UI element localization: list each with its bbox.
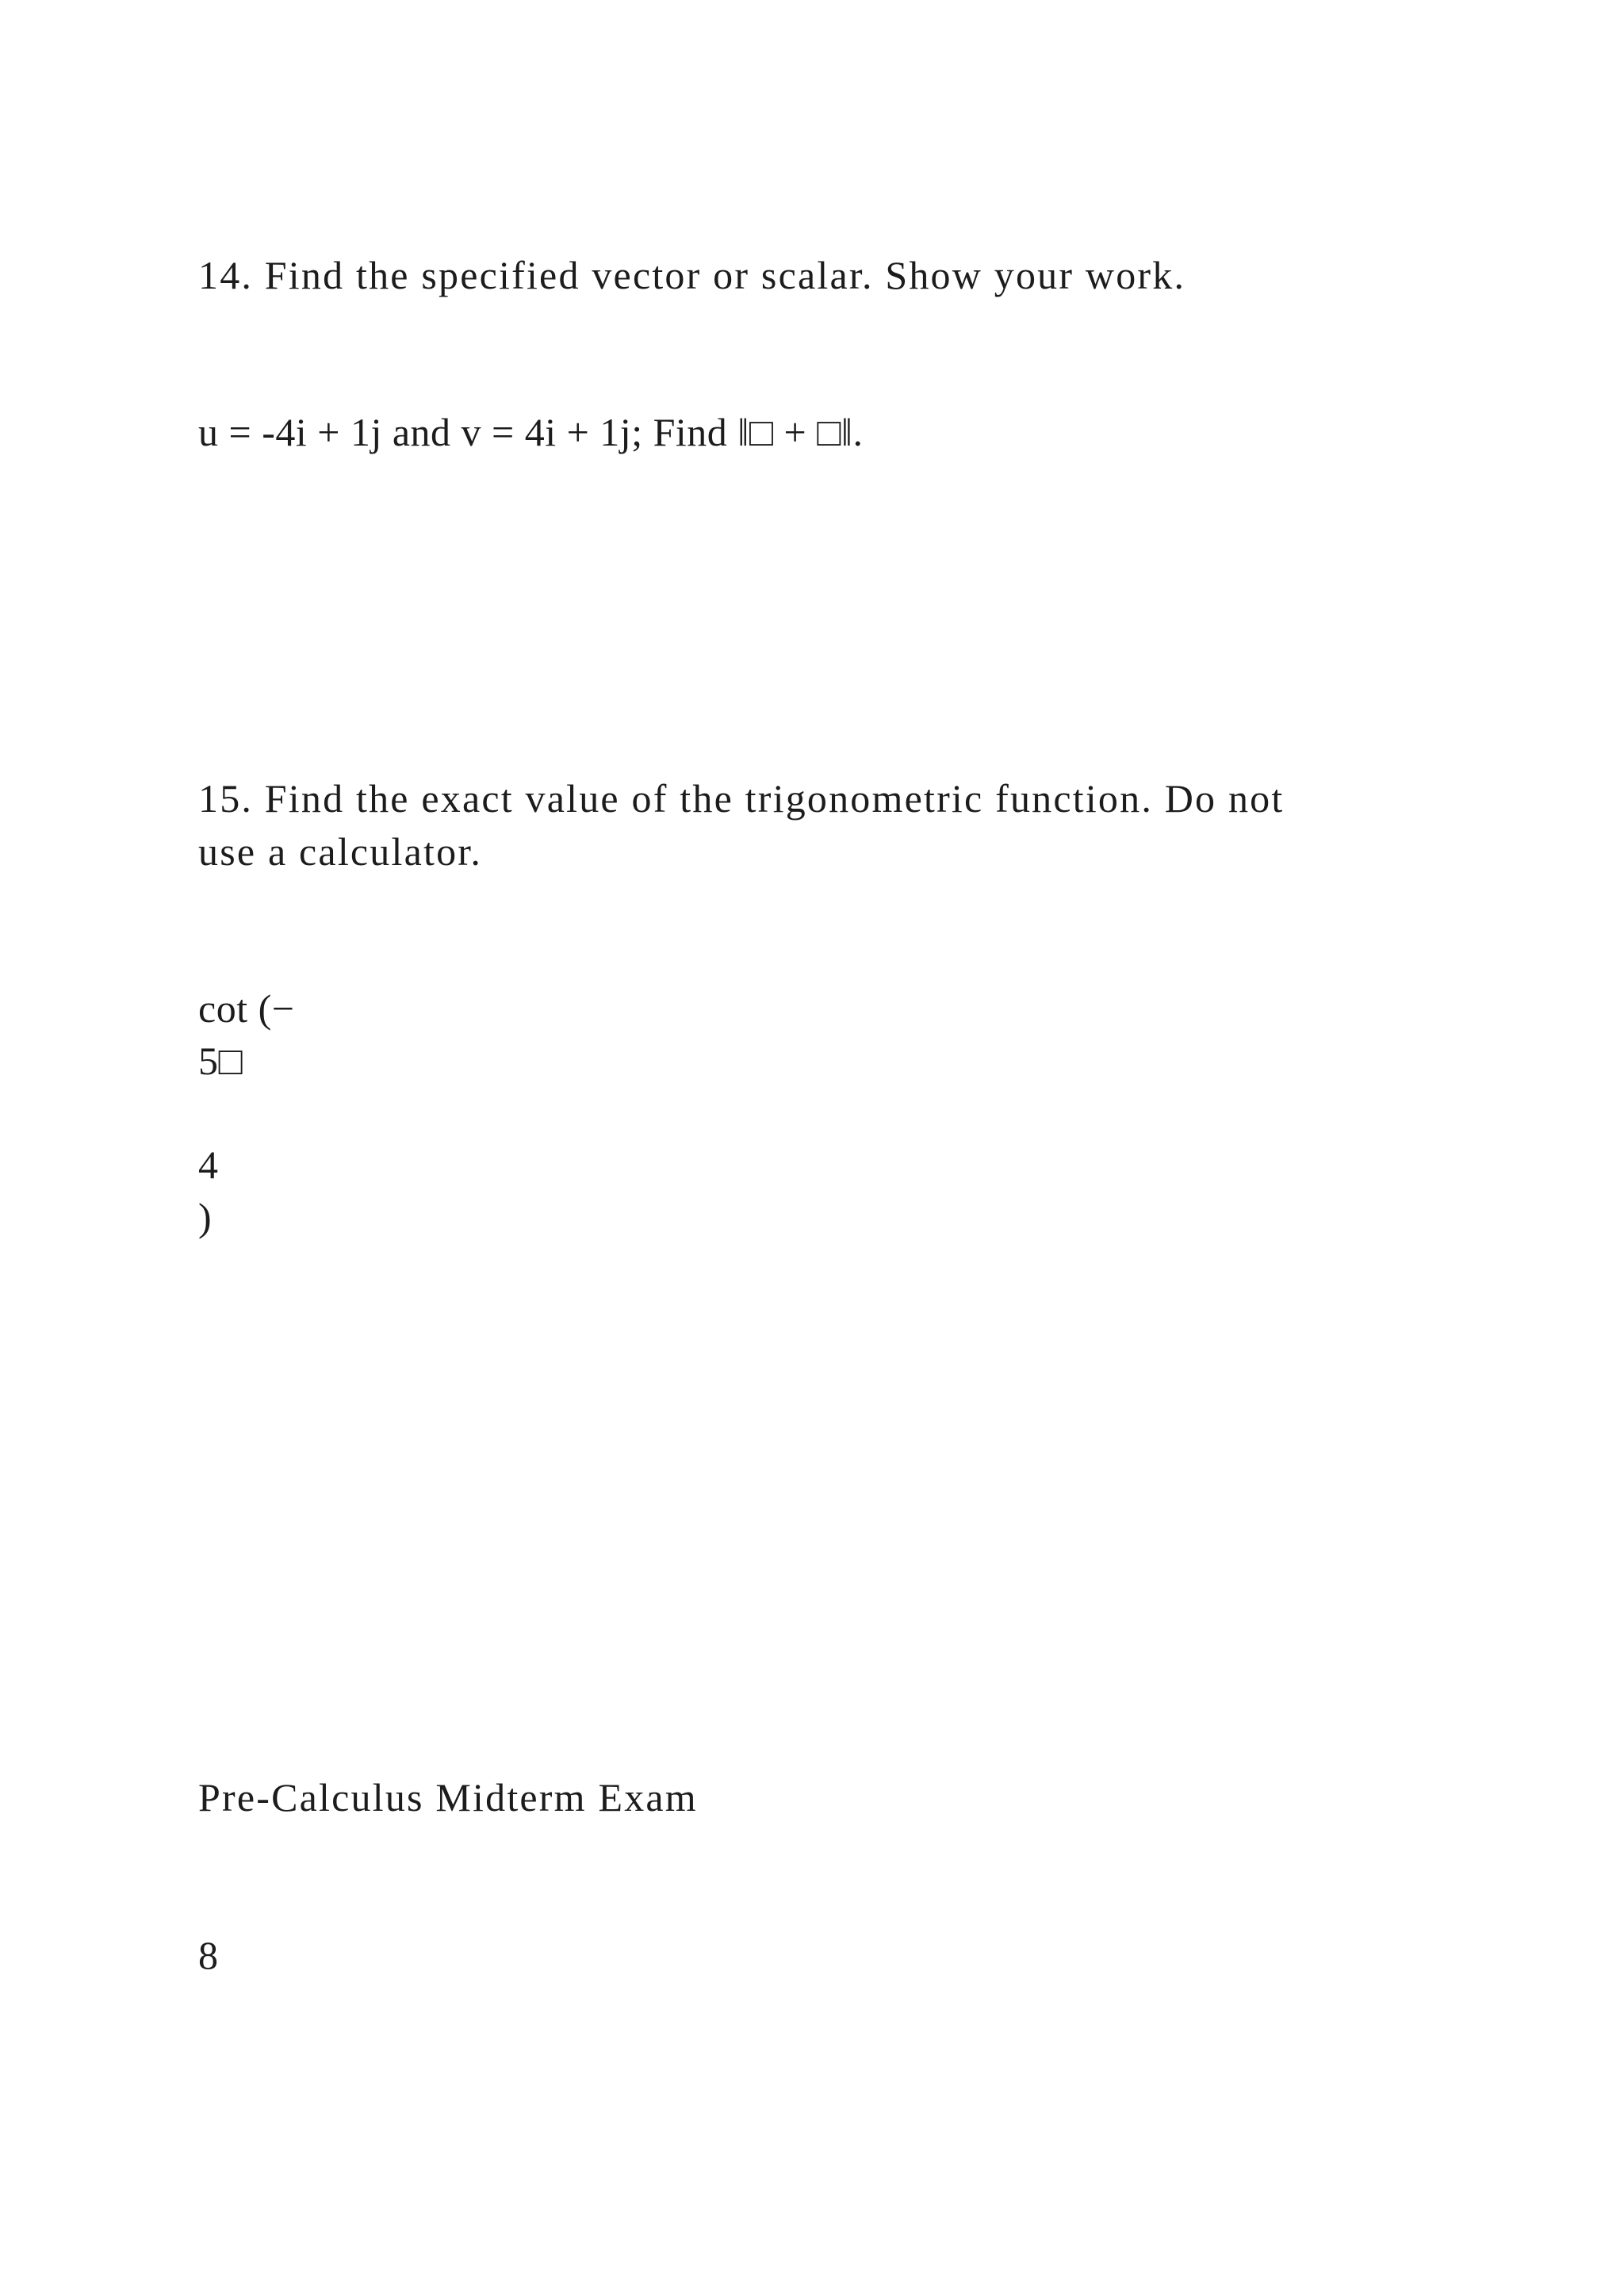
question-15-expression-line-3: 4 xyxy=(198,1142,219,1187)
question-15-expression-line-2: 5□ xyxy=(198,1039,243,1083)
footer-title: Pre-Calculus Midterm Exam xyxy=(198,1775,698,1820)
question-14-expression: u = -4i + 1j and v = 4i + 1j; Find ‖□ + □‖. xyxy=(198,410,864,454)
question-15-prompt-line-2: use a calculator. xyxy=(198,829,483,874)
question-14-prompt: 14. Find the specified vector or scalar. Show your work. xyxy=(198,253,1186,297)
question-15-prompt-line-1: 15. Find the exact value of the trigonometric function. Do not xyxy=(198,776,1285,821)
question-15-expression-line-1: cot (− xyxy=(198,986,295,1031)
question-15-expression-line-4: ) xyxy=(198,1195,213,1239)
page-number: 8 xyxy=(198,1933,219,1977)
